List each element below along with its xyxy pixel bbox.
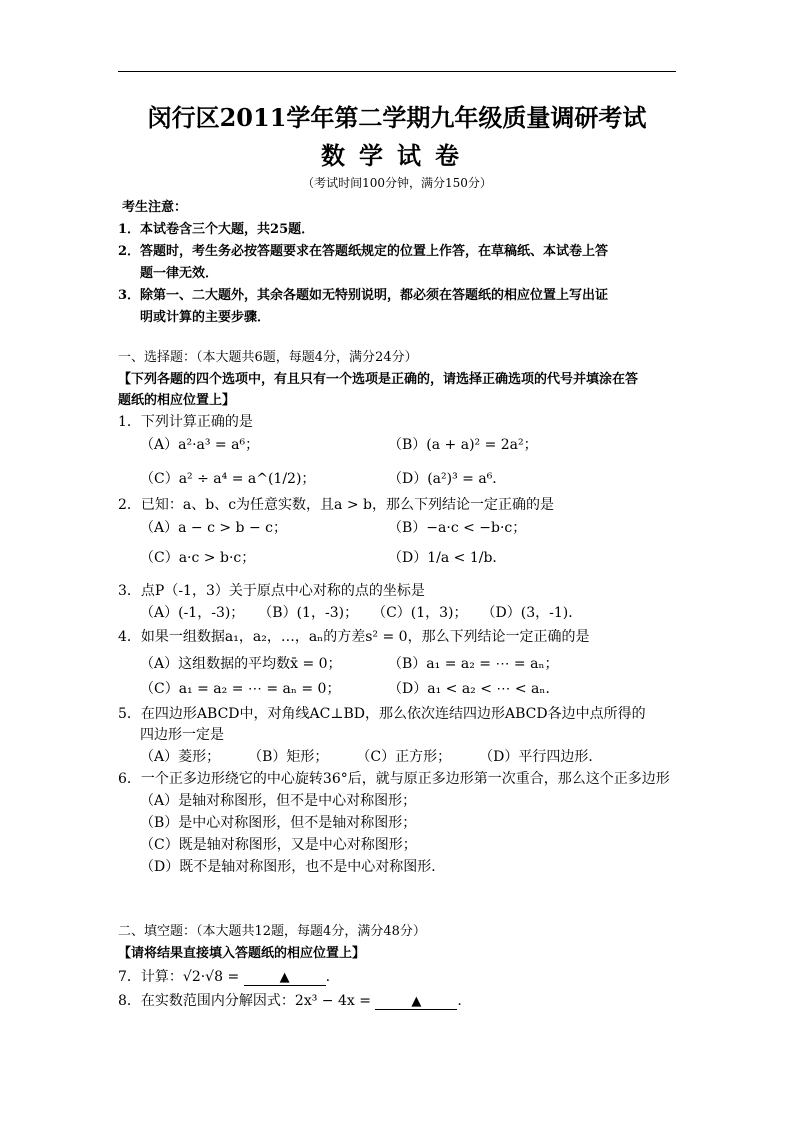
q5-stem-2: 四边形一定是 — [140, 727, 224, 743]
notice-item-1: 1．本试卷含三个大题，共25题． — [118, 222, 315, 237]
q4-stem: 4．如果一组数据a₁，a₂，…，aₙ的方差s² = 0，那么下列结论一定正确的是 — [118, 629, 590, 645]
q1-option-b: （B）(a + a)² = 2a²； — [388, 437, 538, 453]
q4-option-d: （D）a₁ < a₂ < ⋯ < aₙ． — [388, 681, 560, 697]
notice-heading: 考生注意： — [122, 200, 188, 215]
section1-instruction-1: 【下列各题的四个选项中，有且只有一个选项是正确的，请选择正确选项的代号并填涂在答 — [118, 372, 639, 387]
q5-stem-1: 5．在四边形ABCD中，对角线AC⊥BD，那么依次连结四边形ABCD各边中点所得的 — [118, 706, 646, 722]
section1-heading: 一、选择题：（本大题共6题，每题4分，满分24分） — [118, 350, 418, 365]
q3-options: （A）(-1，-3)； （B）(1，-3)； （C）(1，3)； （D）(3，-1)． — [140, 605, 583, 621]
q2-option-d: （D）1/a < 1/b． — [388, 550, 507, 566]
q3-stem: 3．点P（-1，3）关于原点中心对称的点的坐标是 — [118, 583, 425, 599]
answer-mark-icon: ▲ — [279, 970, 290, 985]
section1-instruction-2: 题纸的相应位置上】 — [118, 393, 236, 408]
notice-item-3: 3．除第一、二大题外，其余各题如无特别说明，都必须在答题纸的相应位置上写出证 — [118, 288, 609, 303]
answer-mark-icon: ▲ — [411, 994, 422, 1009]
q2-stem: 2．已知：a、b、c为任意实数，且a > b，那么下列结论一定正确的是 — [118, 497, 554, 513]
q2-option-a: （A）a − c > b − c； — [140, 520, 287, 536]
q6-option-b: （B）是中心对称图形，但不是轴对称图形； — [140, 815, 417, 831]
notice-item-3-cont: 明或计算的主要步骤． — [140, 310, 271, 325]
q1-stem: 1．下列计算正确的是 — [118, 414, 253, 430]
exam-subtitle: 数学试卷 — [321, 141, 473, 170]
q7: 7．计算：√2·√8 = ▲ . — [118, 969, 331, 985]
q8-answer-blank[interactable] — [375, 993, 457, 1010]
q6-option-c: （C）既是轴对称图形，又是中心对称图形； — [140, 837, 417, 853]
top-rule — [118, 71, 676, 72]
q4-option-b: （B）a₁ = a₂ = ⋯ = aₙ； — [388, 656, 559, 672]
q8-text: 8．在实数范围内分解因式：2x³ − 4x = — [118, 993, 371, 1009]
q7-answer-blank[interactable] — [244, 969, 326, 986]
exam-info: （考试时间100分钟，满分150分） — [302, 176, 492, 190]
q8: 8．在实数范围内分解因式：2x³ − 4x = ▲ . — [118, 993, 462, 1009]
section2-instruction: 【请将结果直接填入答题纸的相应位置上】 — [118, 946, 366, 961]
q4-option-c: （C）a₁ = a₂ = ⋯ = aₙ = 0； — [140, 681, 341, 697]
q5-options: （A）菱形； （B）矩形； （C）正方形； （D）平行四边形． — [140, 749, 603, 765]
notice-item-2: 2．答题时，考生务必按答题要求在答题纸规定的位置上作答，在草稿纸、本试卷上答 — [118, 244, 609, 259]
q1-option-d: （D）(a²)³ = a⁶． — [388, 471, 507, 487]
q1-option-a: （A）a²·a³ = a⁶； — [140, 437, 260, 453]
q1-option-c: （C）a² ÷ a⁴ = a^(1/2)； — [140, 471, 316, 487]
exam-title: 闵行区2011学年第二学期九年级质量调研考试 — [147, 103, 647, 132]
q4-option-a: （A）这组数据的平均数x̄ = 0； — [140, 656, 342, 672]
q6-stem: 6．一个正多边形绕它的中心旋转36°后，就与原正多边形第一次重合，那么这个正多边形 — [118, 771, 670, 787]
section2-heading: 二、填空题：（本大题共12题，每题4分，满分48分） — [118, 924, 426, 939]
notice-item-2-cont: 题一律无效． — [140, 266, 219, 281]
q7-text: 7．计算：√2·√8 = — [118, 969, 240, 985]
q6-option-a: （A）是轴对称图形，但不是中心对称图形； — [140, 793, 417, 809]
q2-option-c: （C）a·c > b·c； — [140, 550, 256, 566]
q2-option-b: （B）−a·c < −b·c； — [388, 520, 527, 536]
q6-option-d: （D）既不是轴对称图形，也不是中心对称图形． — [140, 859, 446, 875]
